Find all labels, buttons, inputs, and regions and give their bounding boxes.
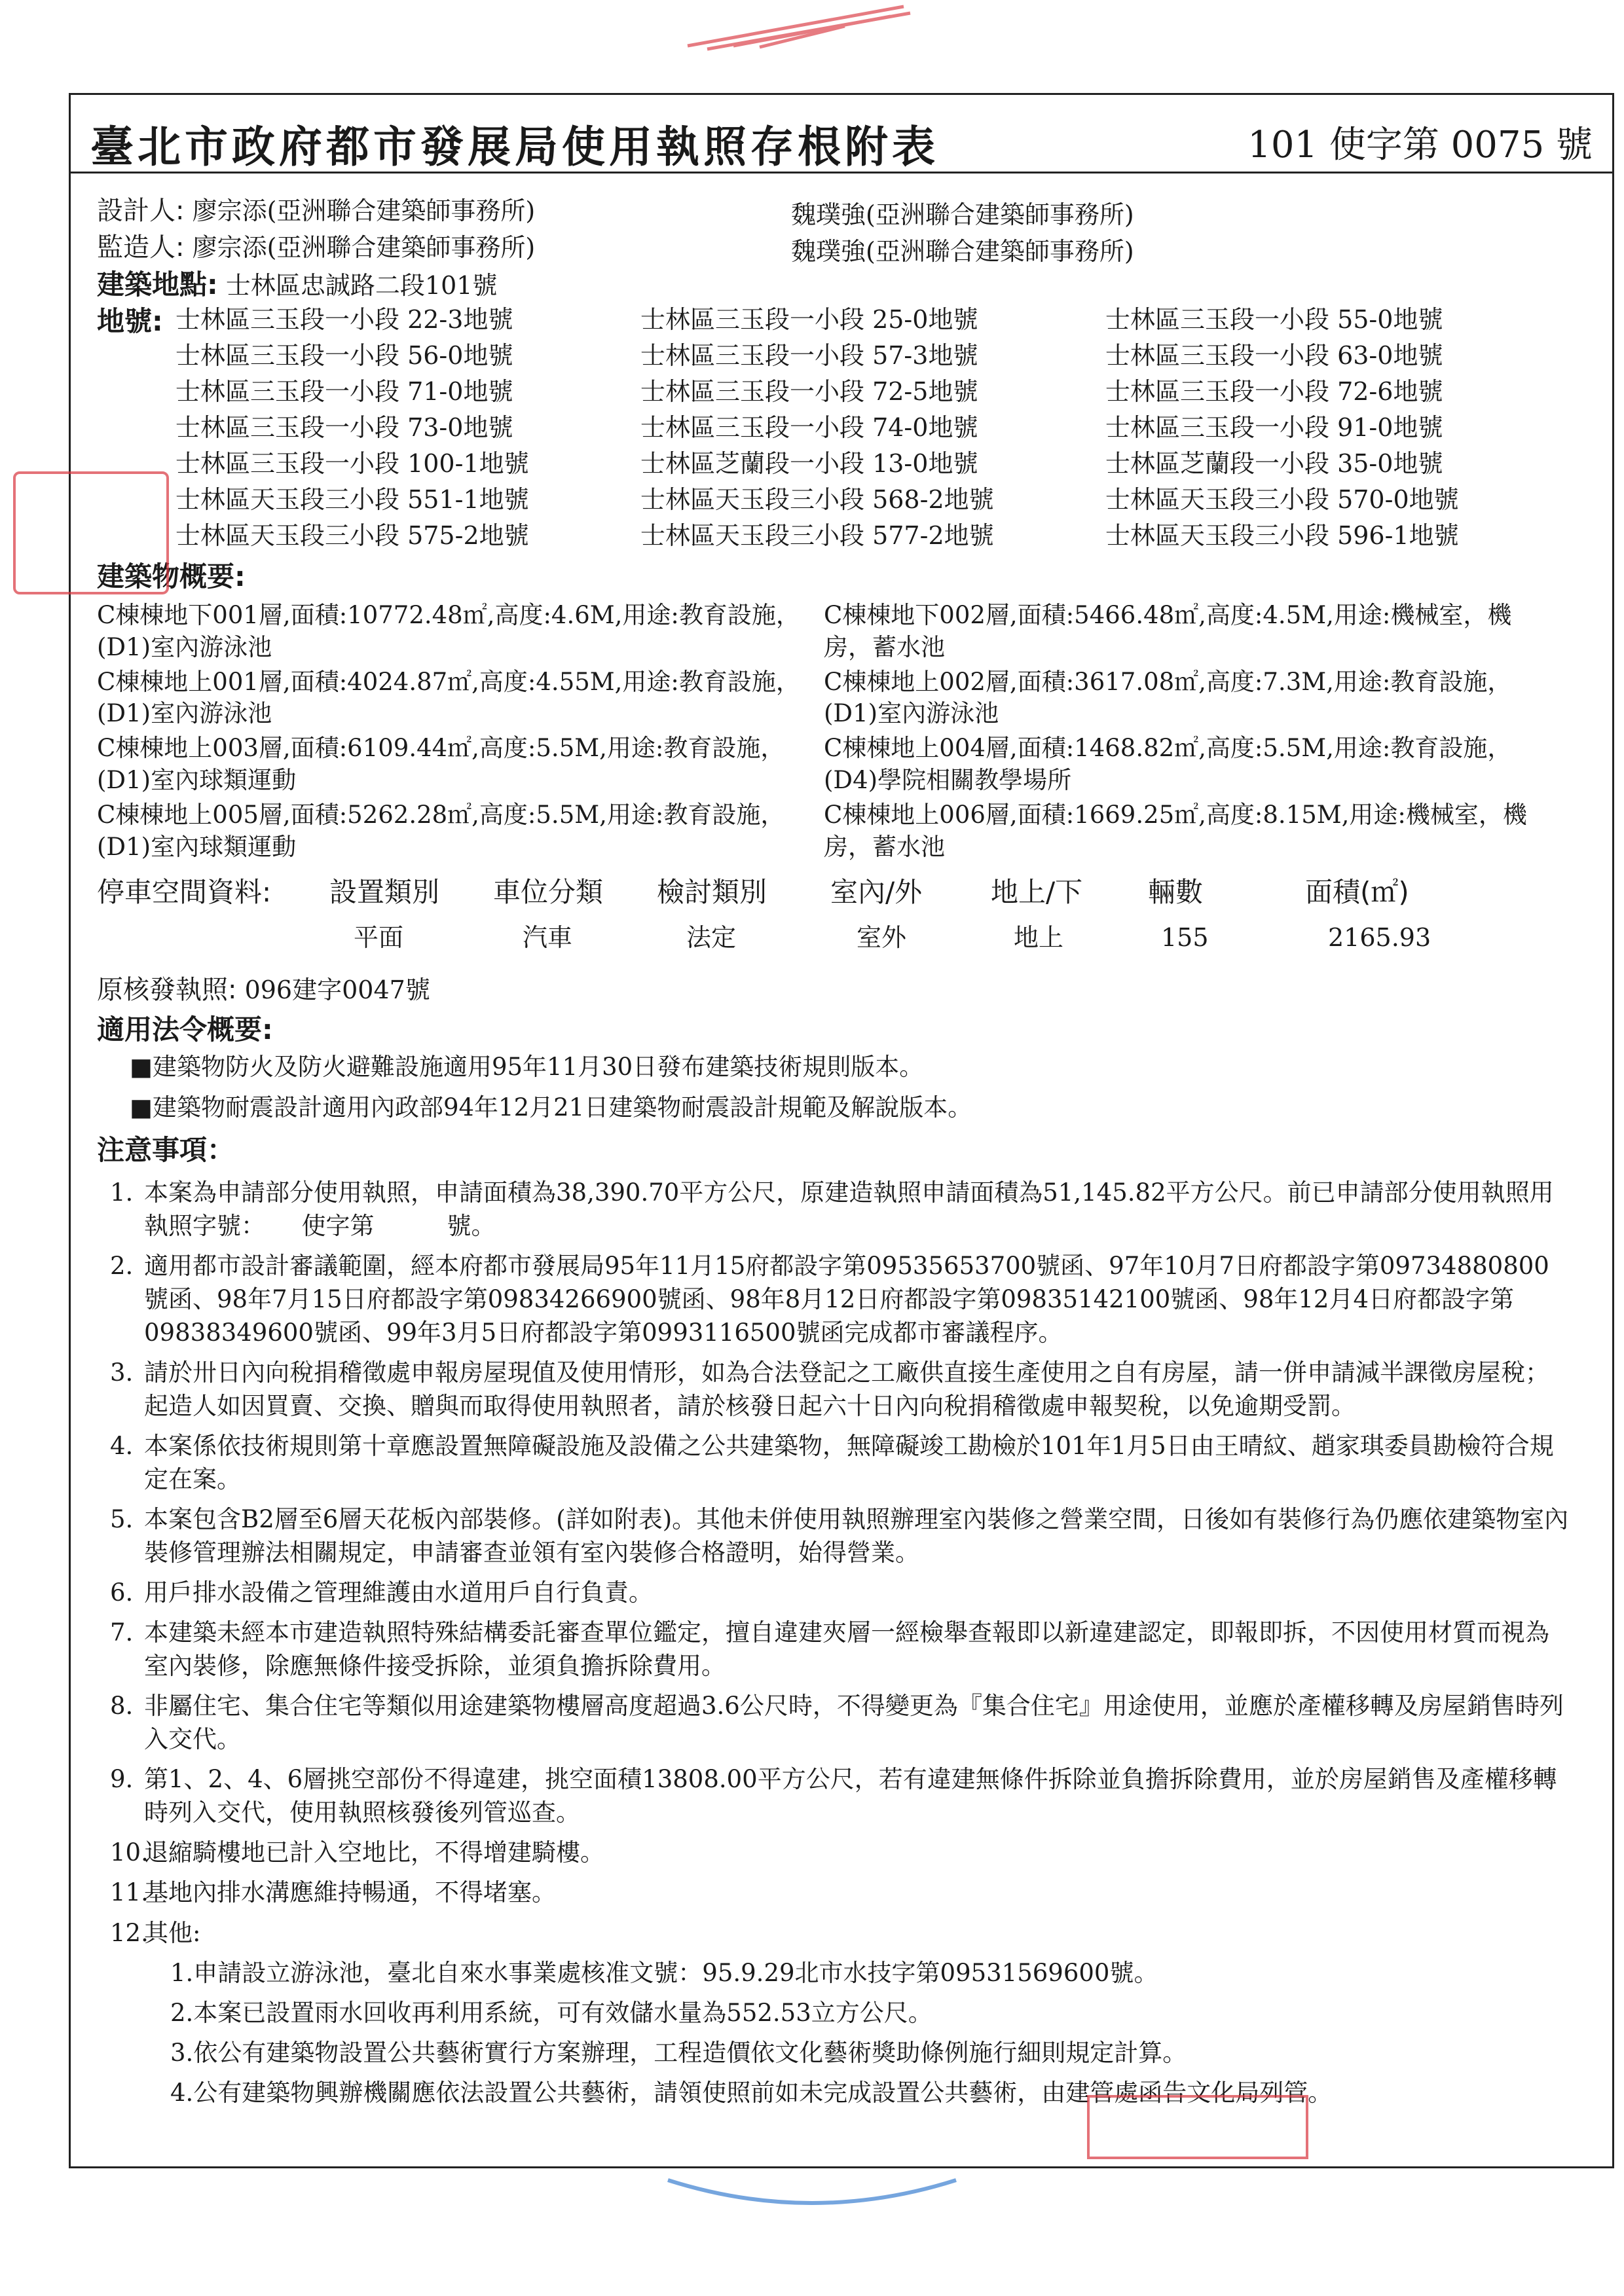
note-text: 用戶排水設備之管理維護由水道用戶自行負責。 (144, 1578, 653, 1607)
lot-number: 士林區三玉段一小段 74-0地號 (640, 413, 978, 442)
lot-number: 士林區芝蘭段一小段 13-0地號 (640, 449, 978, 478)
note-number: 5. (110, 1505, 134, 1533)
note-text: 退縮騎樓地已計入空地比，不得增建騎樓。 (144, 1838, 604, 1867)
lot-number: 士林區三玉段一小段 91-0地號 (1105, 413, 1443, 442)
note-item (110, 1249, 1570, 1349)
document-frame (69, 93, 1614, 2168)
note-text: 其他: (144, 1918, 201, 1947)
parking-value: 平面 (354, 922, 404, 952)
lot-number: 士林區天玉段三小段 596-1地號 (1105, 521, 1459, 550)
note-item (110, 1616, 1570, 1683)
note-item (110, 1576, 1570, 1609)
top-red-stamp (681, 0, 917, 52)
parking-header: 輛數 (1148, 875, 1204, 908)
lot-number: 士林區天玉段三小段 568-2地號 (640, 485, 994, 514)
building-overview (97, 600, 1583, 864)
note-item (110, 1356, 1570, 1423)
overview-item: C棟棟地上004層,面積:1468.82㎡,高度:5.5M,用途:教育設施，(D4)學院相關教學場所 (824, 734, 1512, 795)
note-number: 3. (110, 1358, 134, 1387)
note-number: 7. (110, 1618, 134, 1647)
note-number: 12. (110, 1918, 149, 1947)
note-number: 4. (110, 1431, 134, 1460)
note-text: 適用都市設計審議範圍，經本府都市發展局95年11月15府都設字第09535653700號函、97年10月7日府都設字第09734880800號函、98年7月15日府都設字第09834266900號函、98年8月12日府都設字第09835142100號函、98年12月4日府都設字第09838349600號函、99年3月5日府都設字第0993116500號函完成都市審議程序。 (144, 1251, 1549, 1347)
note-sub-item: 1.申請設立游泳池，臺北自來水事業處核准文號：95.9.29北市水技字第09531569600號。 (170, 1958, 1158, 1987)
overview-label-row (97, 557, 1583, 597)
lot-number: 士林區三玉段一小段 72-6地號 (1105, 377, 1443, 406)
note-number: 10. (110, 1838, 149, 1867)
site-value: 士林區忠誠路二段101號 (225, 271, 498, 300)
note-sub-item: 2.本案已設置雨水回收再利用系統，可有效儲水量為552.53立方公尺。 (170, 1998, 932, 2027)
note-text: 非屬住宅、集合住宅等類似用途建築物樓層高度超過3.6公尺時，不得變更為『集合住宅』用途使用，並應於產權移轉及房屋銷售時列入交代。 (144, 1692, 1564, 1754)
laws-label-row (97, 1010, 1583, 1050)
supervisor-row (97, 228, 1583, 265)
overview-item: C棟棟地上005層,面積:5262.28㎡,高度:5.5M,用途:教育設施，(D1)室內球類運動 (97, 800, 785, 861)
notes-label: 注意事項： (97, 1133, 235, 1166)
note-item (110, 1762, 1570, 1829)
left-seal-stamp (13, 471, 169, 594)
note-number: 2. (110, 1251, 134, 1280)
notes-label-row (97, 1131, 1583, 1171)
lot-number: 士林區三玉段一小段 22-3地號 (175, 305, 513, 334)
overview-item: C棟棟地上006層,面積:1669.25㎡,高度:8.15M,用途:機械室，機房，蓄水池 (824, 800, 1527, 861)
lot-number: 士林區三玉段一小段 25-0地號 (640, 305, 978, 334)
note-item (110, 1836, 1570, 1869)
designer-name-1: 廖宗添(亞洲聯合建築師事務所) (192, 196, 536, 225)
lot-number: 士林區天玉段三小段 570-0地號 (1105, 485, 1459, 514)
supervisor-name-1: 廖宗添(亞洲聯合建築師事務所) (192, 233, 536, 262)
site-label: 建築地點: (97, 268, 218, 301)
permit-number: 101 使字第 0075 號 (1247, 124, 1593, 166)
note-number: 6. (110, 1578, 134, 1607)
note-number: 9. (110, 1765, 134, 1794)
lot-number: 士林區三玉段一小段 63-0地號 (1105, 341, 1443, 370)
parking-value: 室外 (857, 922, 907, 952)
lot-number: 士林區三玉段一小段 71-0地號 (175, 377, 513, 406)
overview-item: C棟棟地下001層,面積:10772.48㎡,高度:4.6M,用途:教育設施，(D1)室內游泳池 (97, 600, 800, 661)
overview-item: C棟棟地上002層,面積:3617.08㎡,高度:7.3M,用途:教育設施，(D1)室內游泳池 (824, 667, 1512, 728)
supervisor-label: 監造人: (97, 232, 185, 263)
note-text: 本案包含B2層至6層天花板內部裝修。(詳如附表)。其他未併使用執照辦理室內裝修之營業空間，日後如有裝修行為仍應依建築物室內裝修管理辦法相關規定，申請審查並領有室內裝修合格證明，始得營業。 (144, 1505, 1569, 1567)
parking-header: 檢討類別 (657, 875, 767, 908)
lot-number: 士林區天玉段三小段 577-2地號 (640, 521, 994, 550)
title-row (71, 95, 1612, 173)
note-sub-item: 4.公有建築物興辦機關應依法設置公共藝術，請領使照前如未完成設置公共藝術，由建管處函告文化局列管。 (170, 2078, 1333, 2107)
law-item: ■建築物防火及防火避難設施適用95年11月30日發布建築技術規則版本。 (130, 1053, 924, 1082)
lot-number: 士林區三玉段一小段 73-0地號 (175, 413, 513, 442)
lot-number: 士林區芝蘭段一小段 35-0地號 (1105, 449, 1443, 478)
overview-item: C棟棟地下002層,面積:5466.48㎡,高度:4.5M,用途:機械室，機房，蓄水池 (824, 600, 1512, 661)
lot-number: 士林區三玉段一小段 72-5地號 (640, 377, 978, 406)
note-number: 11. (110, 1878, 149, 1907)
note-text: 第1、2、4、6層挑空部份不得違建，挑空面積13808.00平方公尺，若有違建無條件拆除並負擔拆除費用，並於房屋銷售及產權移轉時列入交代，使用執照核發後列管巡查。 (144, 1765, 1557, 1827)
document-body (97, 192, 1583, 2116)
overview-item: C棟棟地上003層,面積:6109.44㎡,高度:5.5M,用途:教育設施，(D1)室內球類運動 (97, 734, 785, 795)
document-title: 臺北市政府都市發展局使用執照存根附表 (90, 121, 939, 172)
original-permit-value: 096建字0047號 (244, 975, 430, 1004)
note-item (110, 1429, 1570, 1496)
lot-list (97, 302, 1583, 557)
lot-number: 士林區天玉段三小段 551-1地號 (175, 485, 529, 514)
designer-label: 設計人: (97, 196, 185, 226)
lot-number: 士林區天玉段三小段 575-2地號 (175, 521, 529, 550)
lot-number: 士林區三玉段一小段 57-3地號 (640, 341, 978, 370)
note-text: 本案為申請部分使用執照，申請面積為38,390.70平方公尺，原建造執照申請面積為51,145.82平方公尺。前已申請部分使用執照用執照字號： 使字第 號。 (144, 1178, 1554, 1240)
note-item (110, 1689, 1570, 1756)
designer-name-2: 魏璞強(亞洲聯合建築師事務所) (791, 200, 1134, 229)
law-item: ■建築物耐震設計適用內政部94年12月21日建築物耐震設計規範及解說版本。 (130, 1093, 972, 1122)
original-permit-row (97, 971, 1583, 1010)
bottom-blue-stamp (661, 2154, 963, 2206)
note-number: 8. (110, 1692, 134, 1721)
note-text: 請於卅日內向稅捐稽徵處申報房屋現值及使用情形，如為合法登記之工廠供直接生產使用之自有房屋，請一併申請減半課徵房屋稅；起造人如因買賣、交換、贈與而取得使用執照者，請於核發日起六十日內向稅捐稽徵處申報契稅，以免逾期受罰。 (144, 1358, 1549, 1420)
parking-value: 2165.93 (1328, 922, 1431, 952)
parking-header: 設置類別 (329, 875, 440, 908)
note-item (110, 1916, 1570, 1950)
note-sub-item: 3.依公有建築物設置公共藝術實行方案辦理，工程造價依文化藝術獎助條例施行細則規定計算。 (170, 2038, 1187, 2067)
parking-header: 車位分類 (493, 875, 604, 908)
parking-value: 地上 (1014, 922, 1064, 952)
parking-value: 法定 (686, 922, 737, 952)
note-number: 1. (110, 1178, 134, 1207)
original-permit-label: 原核發執照: (97, 974, 237, 1005)
parking-table (97, 873, 1583, 971)
parking-header: 室內/外 (830, 875, 923, 908)
supervisor-name-2: 魏璞強(亞洲聯合建築師事務所) (791, 237, 1134, 266)
parking-header: 面積(㎡) (1305, 875, 1409, 908)
note-item (110, 1176, 1570, 1243)
note-text: 本建築未經本市建造執照特殊結構委託審查單位鑑定，擅自違建夾層一經檢舉查報即以新違建認定，即報即拆，不因使用材質而視為室內裝修，除應無條件接受拆除，並須負擔拆除費用。 (144, 1618, 1549, 1681)
lot-number: 士林區三玉段一小段 56-0地號 (175, 341, 513, 370)
bottom-right-stamp (1087, 2095, 1308, 2159)
parking-value: 汽車 (523, 922, 573, 952)
lot-number: 士林區三玉段一小段 100-1地號 (175, 449, 529, 478)
overview-item: C棟棟地上001層,面積:4024.87㎡,高度:4.55M,用途:教育設施，(D1)室內游泳池 (97, 667, 800, 728)
notes-list (97, 1176, 1570, 2109)
note-text: 本案係依技術規則第十章應設置無障礙設施及設備之公共建築物，無障礙竣工勘檢於101年1月5日由王晴紋、趙家琪委員勘檢符合規定在案。 (144, 1431, 1554, 1493)
parking-value: 155 (1161, 922, 1209, 952)
designer-row (97, 192, 1583, 228)
parking-header: 地上/下 (991, 875, 1083, 908)
lot-number: 士林區三玉段一小段 55-0地號 (1105, 305, 1443, 334)
note-item (110, 1503, 1570, 1569)
overview-label: 建築物概要: (97, 560, 246, 592)
laws-label: 適用法令概要: (97, 1013, 273, 1046)
lots-label: 地號: (97, 305, 163, 337)
note-item (110, 1876, 1570, 1909)
site-row (97, 265, 1583, 302)
parking-label: 停車空間資料: (97, 875, 272, 908)
note-text: 基地內排水溝應維持暢通，不得堵塞。 (144, 1878, 556, 1907)
